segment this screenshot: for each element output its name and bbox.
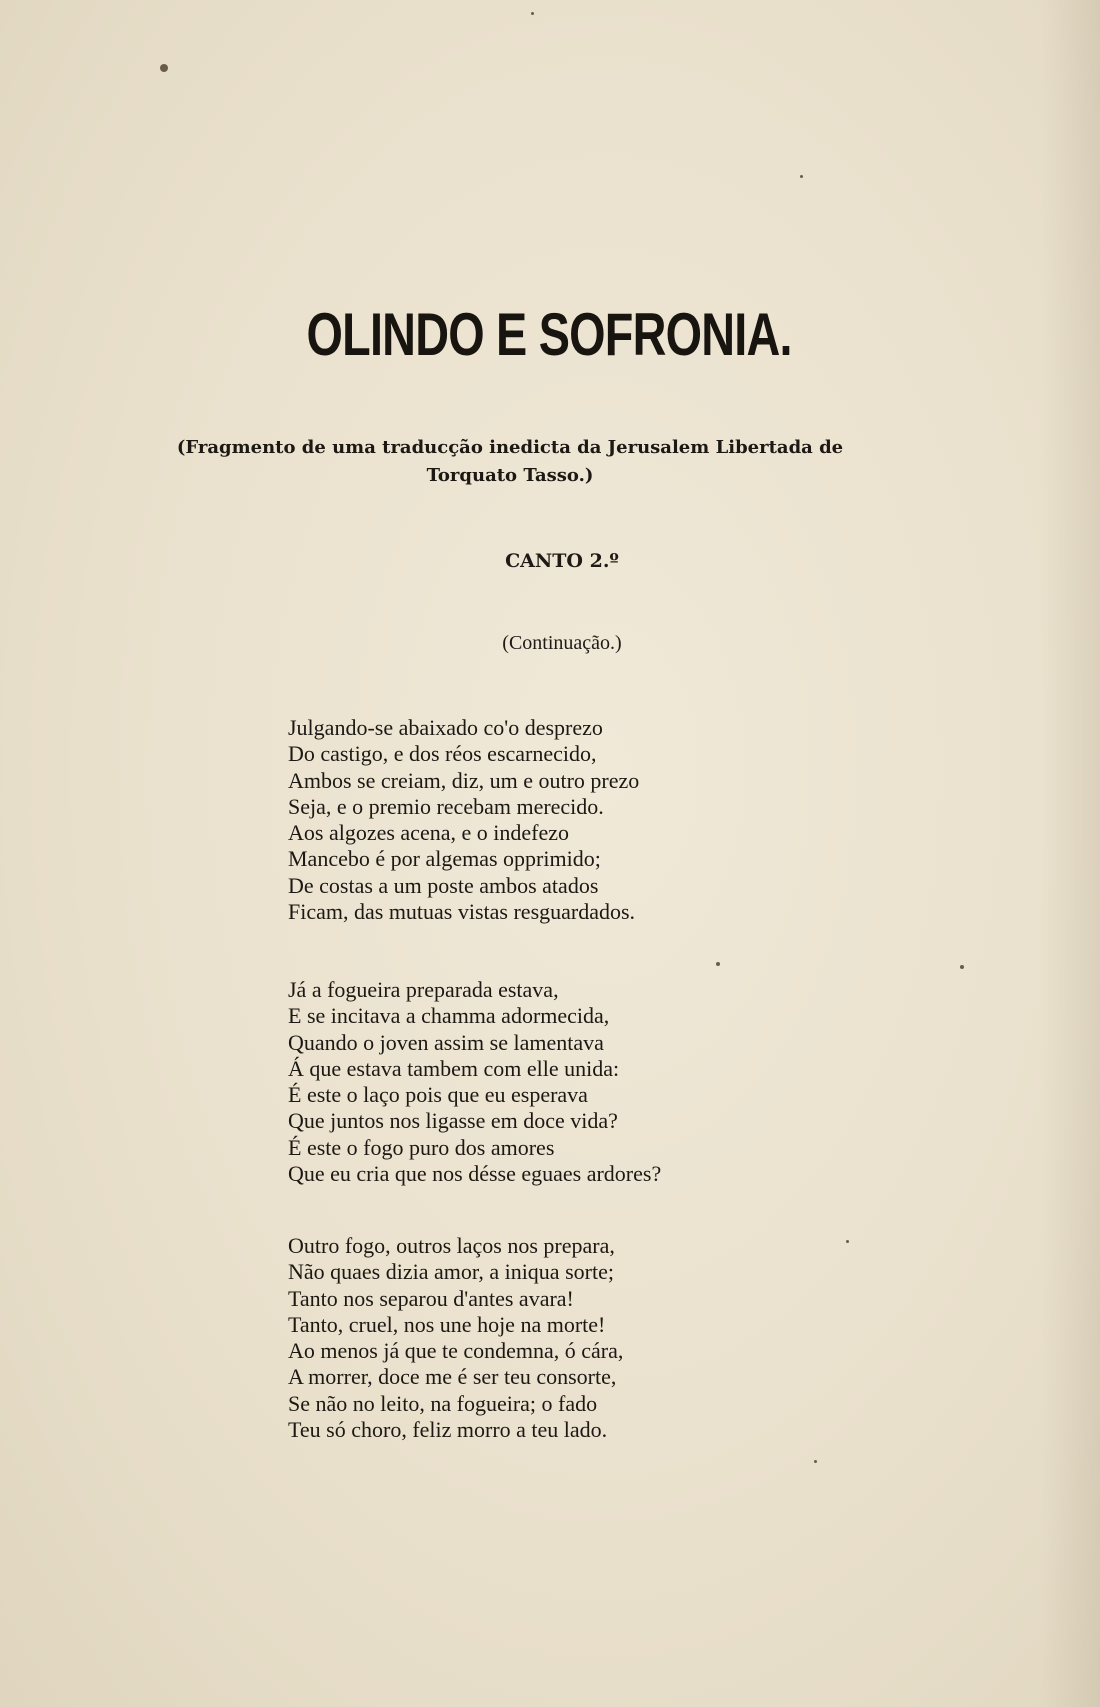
paper-speck (716, 962, 720, 966)
verse-line: Ficam, das mutuas vistas resguardados. (288, 899, 636, 925)
verse-line: Que juntos nos ligasse em doce vida? (288, 1108, 618, 1134)
page-edge-shadow (1040, 0, 1100, 1707)
subtitle-line-2: Torquato Tasso.) (426, 465, 594, 486)
page-title: OLINDO E SOFRONIA. (306, 301, 792, 368)
stanza-3 (288, 1233, 623, 1443)
verse-line: Aos algozes acena, e o indefezo (288, 820, 569, 846)
continuation-note: (Continuação.) (502, 632, 622, 654)
verse-line: Que eu cria que nos désse eguaes ardores? (288, 1161, 662, 1187)
verse-line: Quando o joven assim se lamentava (288, 1029, 604, 1055)
verse-line: Outro fogo, outros laços nos prepara, (288, 1233, 615, 1258)
paper-speck (160, 64, 168, 72)
paper-speck (531, 12, 534, 15)
verse-line: Seja, e o premio recebam merecido. (288, 793, 604, 819)
subtitle-line-1: (Fragmento de uma traducção inedicta da Jerusalem Libertada de (176, 437, 844, 458)
verse-line: Teu só choro, feliz morro a teu lado. (288, 1417, 608, 1443)
verse-line: Tanto, cruel, nos une hoje na morte! (288, 1311, 606, 1337)
verse-line: Do castigo, e dos réos escarnecido, (288, 741, 597, 767)
verse-line: Tanto nos separou d'antes avara! (288, 1285, 574, 1311)
verse-line: Ambos se creiam, diz, um e outro prezo (288, 767, 640, 793)
verse-line: Ao menos já que te condemna, ó cára, (288, 1338, 624, 1364)
verse-line: Já a fogueira preparada estava, (288, 977, 559, 1002)
verse-line: Se não no leito, na fogueira; o fado (288, 1390, 598, 1416)
verse-line: É este o fogo puro dos amores (288, 1134, 555, 1160)
paper-speck (800, 175, 803, 178)
subtitle (170, 434, 850, 490)
verse-line: A morrer, doce me é ser teu consorte, (288, 1364, 617, 1390)
paper-speck (960, 965, 964, 969)
paper-speck (846, 1240, 849, 1243)
verse-line: E se incitava a chamma adormecida, (288, 1003, 610, 1029)
verse-line: É este o laço pois que eu esperava (288, 1082, 588, 1108)
verse-line: Julgando-se abaixado co'o desprezo (288, 715, 603, 740)
verse-line: De costas a um poste ambos atados (288, 872, 599, 898)
stanza-2 (288, 977, 661, 1187)
verse-line: Mancebo é por algemas opprimido; (288, 846, 601, 872)
verse-line: Á que estava tambem com elle unida: (288, 1055, 620, 1081)
verse-line: Não quaes dizia amor, a iniqua sorte; (288, 1259, 614, 1285)
stanza-1 (288, 715, 639, 925)
paper-speck (814, 1460, 817, 1463)
canto-heading: CANTO 2.º (505, 550, 619, 572)
